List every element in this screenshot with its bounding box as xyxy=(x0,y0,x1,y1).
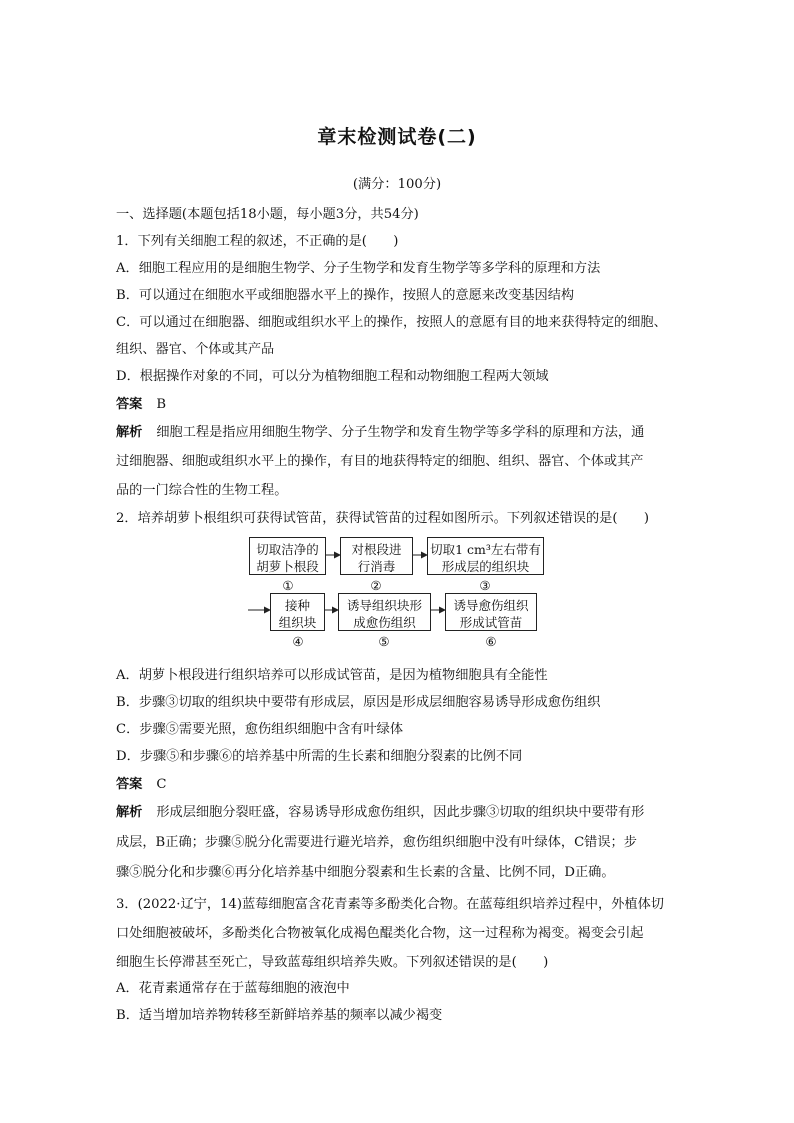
flow-step-3 xyxy=(427,537,544,575)
analysis-label: 解析 xyxy=(116,425,143,440)
answer-label: 答案 xyxy=(116,777,143,792)
flow-step-4 xyxy=(270,593,325,631)
flow-step-3-line1: 切取1 cm³左右带有 xyxy=(430,542,541,557)
q1-option-b: B．可以通过在细胞水平或细胞器水平上的操作，按照人的意愿来改变基因结构 xyxy=(116,288,575,303)
q2-option-a: A．胡萝卜根段进行组织培养可以形成试管苗，是因为植物细胞具有全能性 xyxy=(116,668,548,683)
flow-step-4-line1: 接种 xyxy=(284,598,310,613)
q3-option-b: B．适当增加培养物转移至新鲜培养基的频率以减少褐变 xyxy=(116,1008,443,1023)
flow-step-5-line2: 成愈伤组织 xyxy=(353,615,416,630)
q3-option-a: A．花青素通常存在于蓝莓细胞的液泡中 xyxy=(116,981,350,996)
q2-option-b: B．步骤③切取的组织块中要带有形成层，原因是形成层细胞容易诱导形成愈伤组织 xyxy=(116,695,601,710)
flow-step-3-line2: 形成层的组织块 xyxy=(441,559,530,574)
q1-option-d: D．根据操作对象的不同，可以分为植物细胞工程和动物细胞工程两大领域 xyxy=(116,369,549,384)
flow-step-5-line1: 诱导组织块形 xyxy=(346,598,422,613)
q1-analysis-line3: 品的一门综合性的生物工程。 xyxy=(116,483,288,498)
answer-label: 答案 xyxy=(116,397,143,412)
flow-step-5 xyxy=(338,593,431,631)
q1-option-c-cont: 组织、器官、个体或其产品 xyxy=(116,342,275,357)
q2-option-c: C．步骤⑤需要光照，愈伤组织细胞中含有叶绿体 xyxy=(116,722,404,737)
q1-answer xyxy=(116,393,166,412)
q1-answer-value: B xyxy=(156,397,167,412)
q2-analysis-text1: 形成层细胞分裂旺盛，容易诱导形成愈伤组织，因此步骤③切取的组织块中要带有形 xyxy=(156,805,645,820)
analysis-label: 解析 xyxy=(116,805,143,820)
flow-step-1-number: ① xyxy=(282,578,294,593)
q1-analysis-line1 xyxy=(116,421,644,440)
flow-step-6-line2: 形成试管苗 xyxy=(459,615,523,630)
q3-stem-line1: 3．(2022·辽宁，14)蓝莓细胞富含花青素等多酚类化合物。在蓝莓组织培养过程中，外植体切 xyxy=(116,897,664,912)
q1-stem: 1．下列有关细胞工程的叙述，不正确的是( ) xyxy=(116,234,399,249)
flow-step-1 xyxy=(249,537,326,575)
q1-analysis-line2: 过细胞器、细胞或组织水平上的操作，有目的地获得特定的细胞、组织、器官、个体或其产 xyxy=(116,454,644,469)
q3-stem-line2: 口处细胞被破坏，多酚类化合物被氧化成褐色醌类化合物，这一过程称为褐变。褐变会引起 xyxy=(116,926,644,941)
q1-analysis-text1: 细胞工程是指应用细胞生物学、分子生物学和发育生物学等多学科的原理和方法，通 xyxy=(156,425,645,440)
flow-step-6-number: ⑥ xyxy=(485,634,497,649)
score-note: (满分：100分) xyxy=(352,177,442,192)
q1-option-c: C．可以通过在细胞器、细胞或组织水平上的操作，按照人的意愿有目的地来获得特定的细胞、 xyxy=(116,315,667,330)
q2-answer xyxy=(116,773,166,792)
q1-option-a: A．细胞工程应用的是细胞生物学、分子生物学和发育生物学等多学科的原理和方法 xyxy=(116,261,601,276)
page-title: 章末检测试卷(二) xyxy=(317,126,477,148)
flow-step-2-number: ② xyxy=(370,578,382,593)
flow-step-4-line2: 组织块 xyxy=(278,615,317,630)
flow-step-5-number: ⑤ xyxy=(378,634,390,649)
q2-stem: 2．培养胡萝卜根组织可获得试管苗，获得试管苗的过程如图所示。下列叙述错误的是( ) xyxy=(116,511,649,526)
flow-step-1-line2: 胡萝卜根段 xyxy=(256,559,319,574)
flow-step-2 xyxy=(340,537,413,575)
q2-analysis-line1 xyxy=(116,801,644,820)
q2-option-d: D．步骤⑤和步骤⑥的培养基中所需的生长素和细胞分裂素的比例不同 xyxy=(116,749,523,764)
flow-step-2-line2: 行消毒 xyxy=(357,559,396,574)
flow-step-6-line1: 诱导愈伤组织 xyxy=(453,598,529,613)
flow-step-1-line1: 切取洁净的 xyxy=(256,542,319,557)
q2-analysis-line2: 成层，B正确；步骤⑤脱分化需要进行避光培养，愈伤组织细胞中没有叶绿体，C错误；步 xyxy=(116,835,637,850)
flow-step-4-number: ④ xyxy=(292,634,304,649)
q2-answer-value: C xyxy=(156,777,167,792)
flow-step-6 xyxy=(445,593,537,631)
flow-step-2-line1: 对根段进 xyxy=(351,542,402,557)
flow-step-3-number: ③ xyxy=(479,578,491,593)
section-heading: 一、选择题(本题包括18小题，每小题3分，共54分) xyxy=(116,207,419,222)
q2-analysis-line3: 骤⑤脱分化和步骤⑥再分化培养基中细胞分裂素和生长素的含量、比例不同，D正确。 xyxy=(116,865,615,880)
q3-stem-line3: 细胞生长停滞甚至死亡，导致蓝莓组织培养失败。下列叙述错误的是( ) xyxy=(116,955,549,970)
